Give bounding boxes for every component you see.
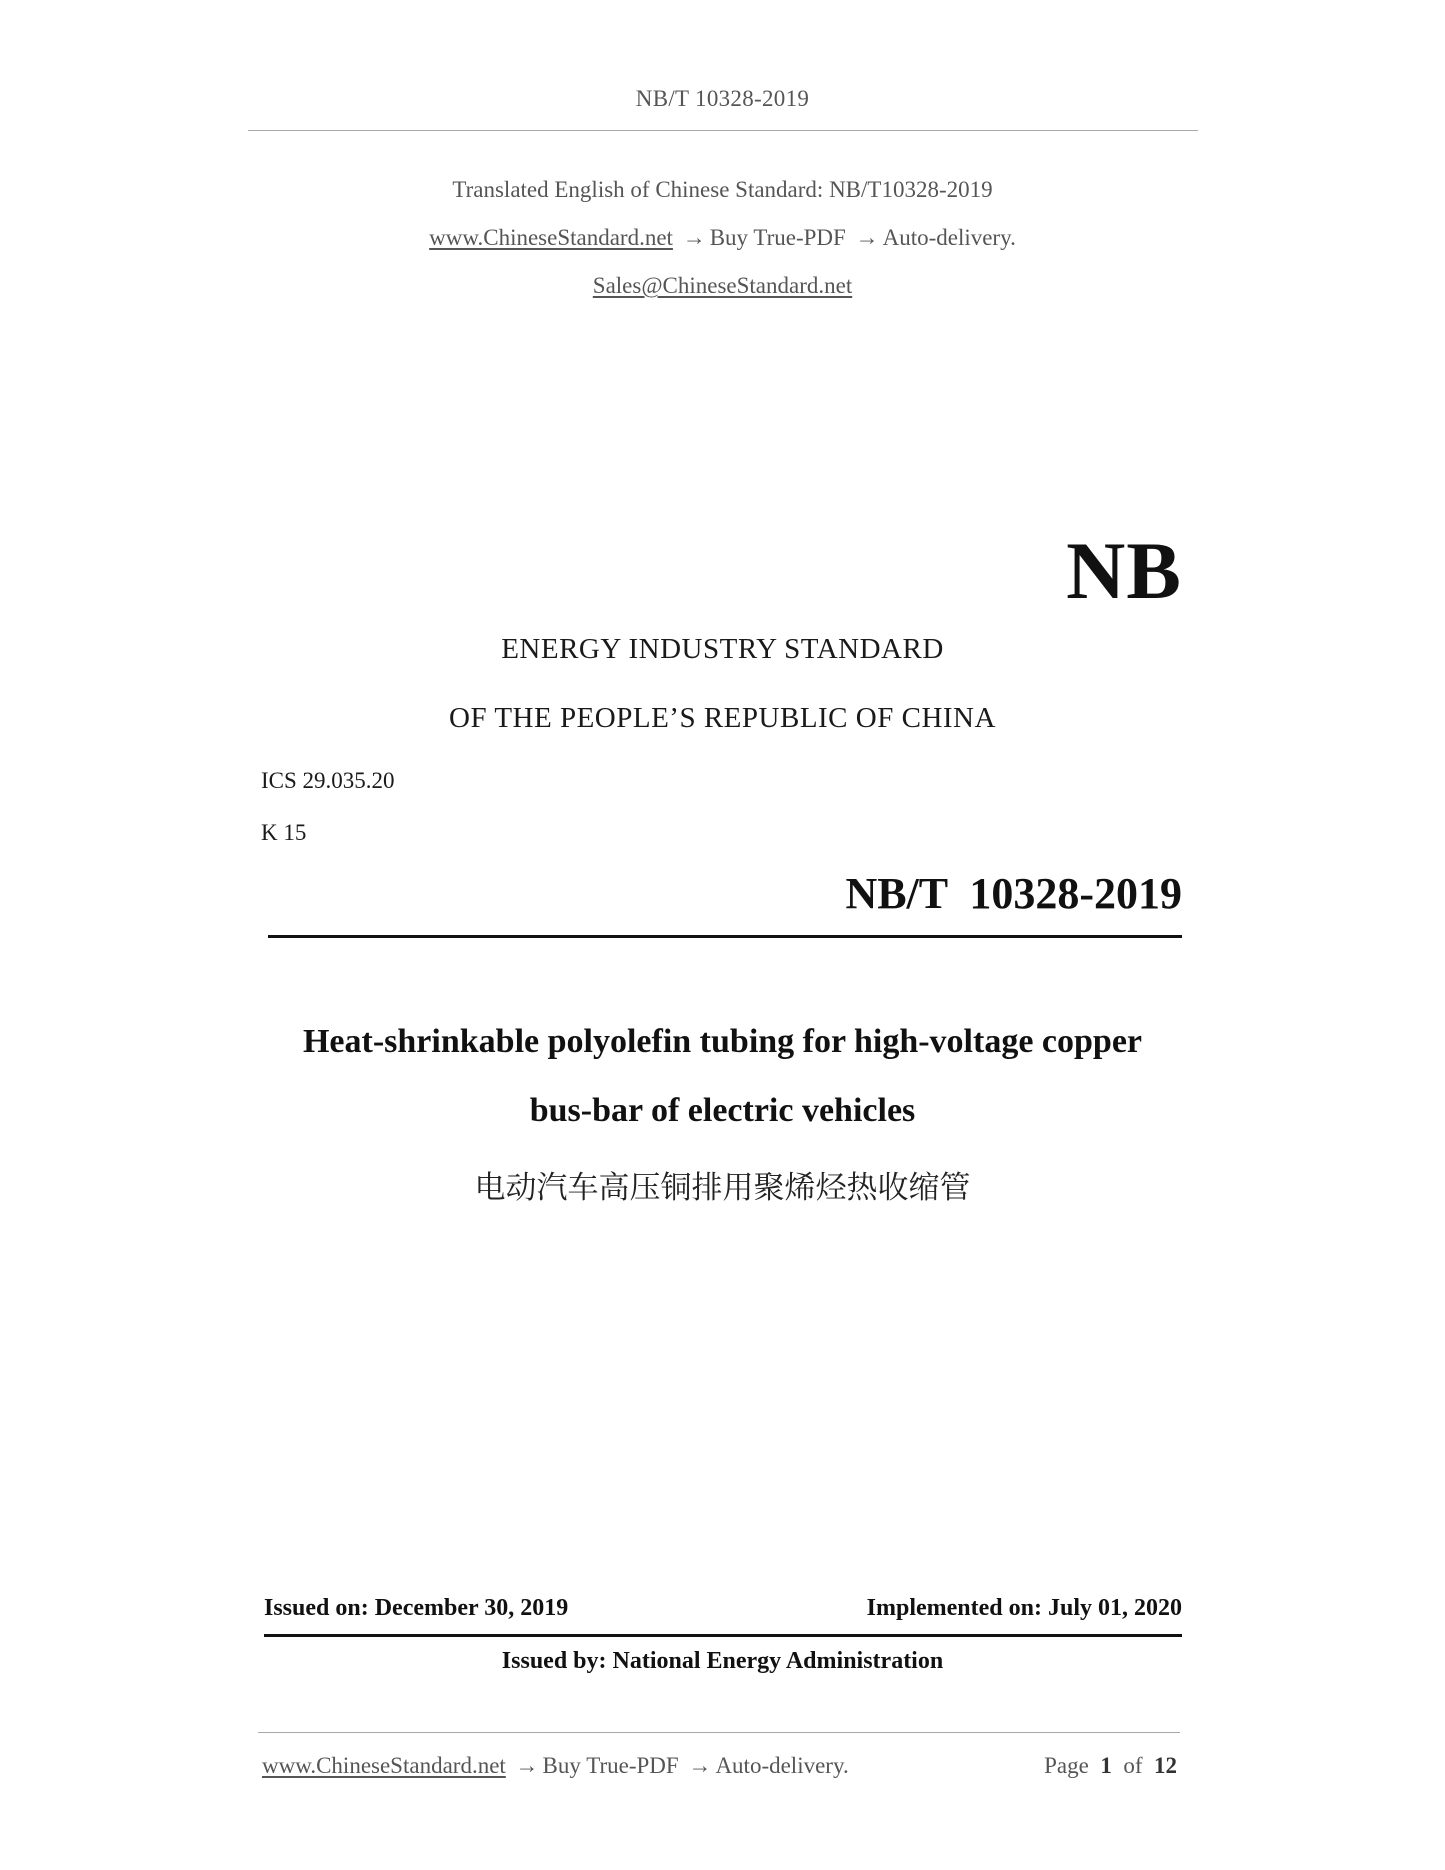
email-line: [0, 273, 1445, 299]
title-line-1: Heat-shrinkable polyolefin tubing for high-voltage copper: [302, 1023, 1143, 1060]
translation-notice: Translated English of Chinese Standard: NB/T10328-2019: [452, 177, 993, 202]
arrow-right-icon: →: [682, 225, 706, 250]
arrow-right-icon: →: [688, 1753, 712, 1778]
buy-text: Buy True-PDF: [709, 225, 846, 250]
footer-delivery-text: Auto-delivery.: [715, 1753, 849, 1778]
page-current: 1: [1100, 1753, 1112, 1778]
standard-number-rule: [268, 935, 1182, 938]
page-label: Page: [1044, 1753, 1089, 1778]
implemented-on-date: Implemented on: July 01, 2020: [866, 1595, 1182, 1621]
footer-divider: [258, 1732, 1180, 1733]
header-divider: [248, 130, 1198, 131]
title-chinese: 电动汽车高压铜排用聚烯烃热收缩管: [474, 1170, 971, 1206]
page-total: 12: [1154, 1753, 1177, 1778]
arrow-right-icon: →: [855, 225, 879, 250]
classification-code: K 15: [261, 820, 307, 845]
issued-on-date: Issued on: December 30, 2019: [264, 1595, 569, 1621]
footer-buy-text: Buy True-PDF: [542, 1753, 679, 1778]
of-label: of: [1123, 1753, 1143, 1778]
dates-rule: [264, 1634, 1182, 1637]
title-line-2: bus-bar of electric vehicles: [529, 1092, 916, 1129]
running-header: NB/T 10328-2019: [635, 86, 810, 111]
arrow-right-icon: →: [515, 1753, 539, 1778]
page-indicator: [1044, 1753, 1177, 1779]
footer-purchase-line: [262, 1753, 849, 1779]
email-link[interactable]: Sales@ChineseStandard.net: [592, 273, 853, 298]
standard-number: NB/T 10328-2019: [845, 869, 1182, 918]
delivery-text: Auto-delivery.: [882, 225, 1016, 250]
footer-site-link[interactable]: www.ChineseStandard.net: [262, 1753, 506, 1778]
agency-line-1: ENERGY INDUSTRY STANDARD: [501, 633, 944, 665]
issued-by: Issued by: National Energy Administration: [501, 1648, 944, 1674]
nb-logo: NB: [1066, 525, 1182, 616]
purchase-line: [0, 225, 1445, 251]
agency-line-2: OF THE PEOPLE’S REPUBLIC OF CHINA: [449, 702, 996, 734]
ics-code: ICS 29.035.20: [261, 768, 395, 793]
site-link[interactable]: www.ChineseStandard.net: [429, 225, 673, 250]
